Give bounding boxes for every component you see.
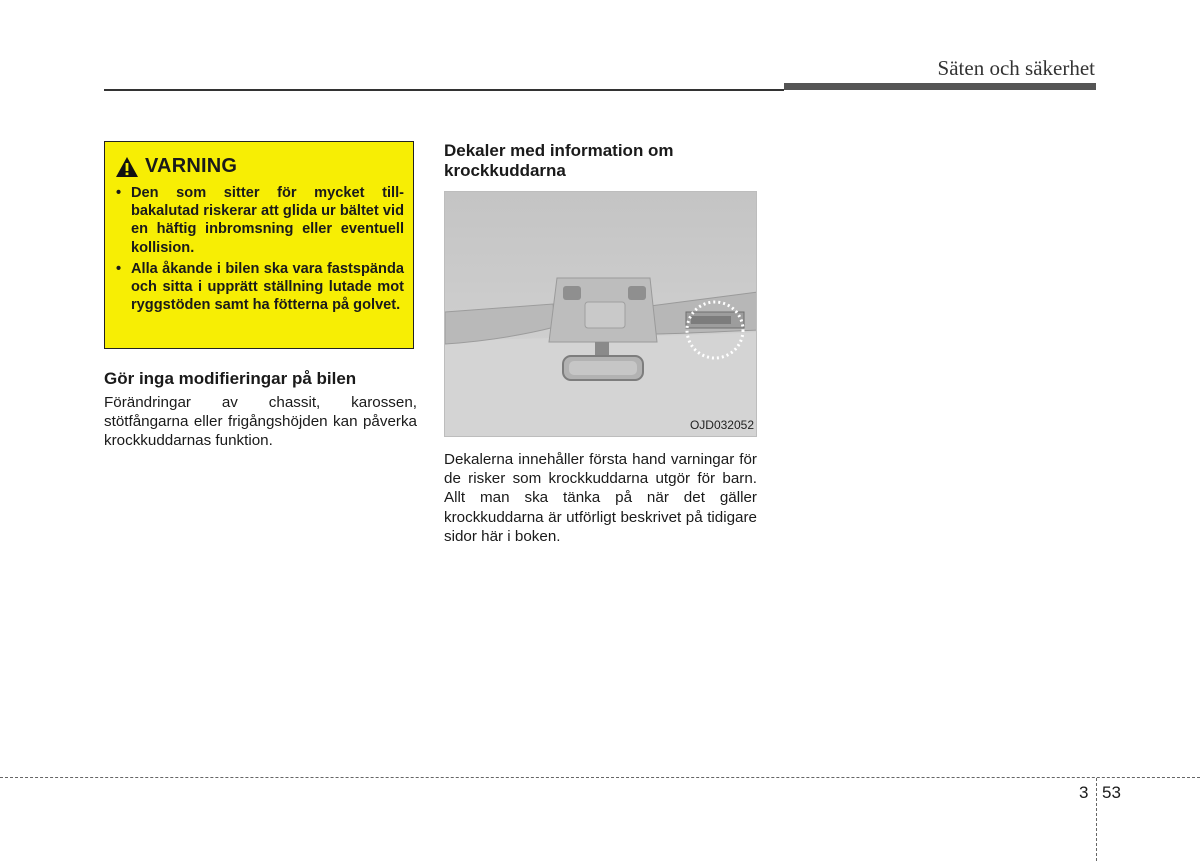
warning-list: [115, 184, 404, 317]
warning-item: • Alla åkande i bilen ska vara fastspända och sitta i upprätt ställning lutade mot ryggstöden samt ha fötterna på golvet.: [115, 260, 404, 315]
header-rule: [104, 89, 784, 91]
warning-item: • Den som sitter för mycket till- bakalutad riskerar att glida ur bältet vid en häftig inbromsning eller eventuell kollision.: [115, 184, 404, 257]
section-title: Säten och säkerhet: [937, 56, 1095, 80]
warning-box: [104, 141, 414, 349]
header-rule-accent: [784, 83, 1096, 90]
modifications-text: Förändringar av chassit, karossen, stötfångarna eller frigångshöjden kan påverka krockkuddarnas funktion.: [104, 394, 417, 450]
chapter-number: 3: [1079, 783, 1089, 802]
decals-heading: Dekaler med information om krockkuddarna: [444, 141, 674, 180]
airbag-decal-figure: [444, 191, 757, 437]
footer-vertical-divider: [1096, 778, 1097, 861]
warning-title: VARNING: [145, 155, 238, 177]
modifications-heading: Gör inga modifieringar på bilen: [104, 369, 357, 388]
warning-triangle-icon: [115, 156, 139, 178]
decals-text: Dekalerna innehåller första hand varningar för de risker som krockkuddarna utgör för barn. Allt man ska tänka på när det gäller krockkuddarna är utförligt beskrivet på tidigare sidor här i boken.: [444, 451, 757, 545]
footer-divider: [0, 777, 1200, 778]
figure-code: OJD032052: [689, 418, 754, 432]
warning-header: [115, 155, 237, 178]
page-number: 53: [1102, 783, 1121, 802]
car-headliner-illustration: [445, 192, 757, 437]
